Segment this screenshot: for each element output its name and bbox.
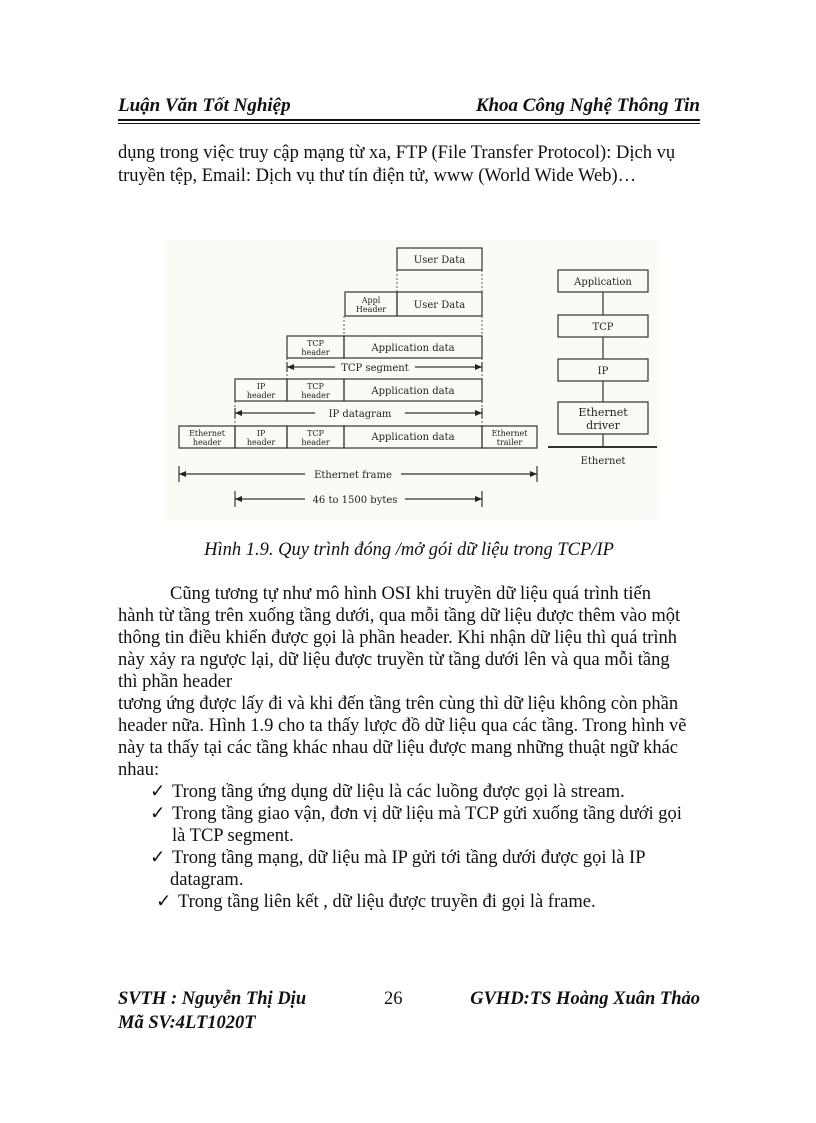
stack-driver-label-1: Ethernet	[578, 406, 628, 419]
appl-header-label: Header	[355, 305, 387, 314]
faculty-name: Khoa Công Nghệ Thông Tin	[475, 95, 700, 116]
body-line-4: này xảy ra ngược lại, dữ liệu được truyền từ tầng dưới lên và qua mỗi tầng	[118, 650, 670, 670]
bullet-ip-datagram-cont: datagram.	[170, 870, 244, 890]
stack-ip-label: IP	[597, 366, 609, 377]
ip-header-label: header	[246, 391, 276, 400]
tcp-label: TCP	[307, 339, 324, 348]
body-line-6: tương ứng được lấy đi và khi đến tầng trên cùng thì dữ liệu không còn phần	[118, 694, 679, 714]
tcp-label-3: TCP	[307, 429, 324, 438]
bytes-range-label: 46 to 1500 bytes	[312, 495, 398, 506]
body-line-9: nhau:	[118, 760, 160, 780]
user-data-label-2: User Data	[413, 300, 466, 311]
application-data-label: Application data	[371, 343, 455, 354]
user-data-label: User Data	[413, 255, 466, 266]
footer-student: SVTH : Nguyễn Thị Dịu	[118, 989, 307, 1009]
bullet-stream	[150, 781, 625, 803]
thesis-title: Luận Văn Tốt Nghiệp	[118, 95, 291, 116]
application-data-label-2: Application data	[371, 386, 455, 397]
checkmark-icon: ✓	[156, 892, 172, 912]
bullet-text: Trong tầng mạng, dữ liệu mà IP gửi tới tầng dưới được gọi là IP	[172, 848, 646, 868]
tcp-header-label: header	[301, 348, 330, 357]
bullet-frame	[156, 891, 596, 913]
body-line-7: header nữa. Hình 1.9 cho ta thấy lược đồ dữ liệu qua các tầng. Trong hình vẽ	[118, 716, 687, 736]
encapsulation-diagram	[165, 240, 660, 520]
ip-label-3: IP	[256, 429, 266, 438]
body-line-3: thông tin điều khiển được gọi là phần header. Khi nhận dữ liệu thì quá trình	[118, 628, 678, 648]
checkmark-icon: ✓	[150, 848, 166, 868]
ethernet-header-label: header	[192, 438, 222, 447]
ethernet-trailer-label-1: Ethernet	[491, 429, 528, 438]
bullet-tcp-segment	[150, 803, 682, 825]
checkmark-icon: ✓	[150, 782, 166, 802]
ip-datagram-label: IP datagram	[328, 409, 392, 420]
ip-label: IP	[256, 382, 266, 391]
ethernet-label: Ethernet	[189, 429, 225, 438]
body-line-5: thì phần header	[118, 672, 233, 692]
stack-driver-label-2: driver	[586, 419, 620, 432]
bullet-text: Trong tầng liên kết , dữ liệu được truyền đi gọi là frame.	[178, 892, 596, 912]
stack-tcp-label: TCP	[592, 322, 614, 333]
appl-label: Appl	[361, 296, 381, 305]
bullet-tcp-segment-cont: là TCP segment.	[172, 826, 294, 846]
tcp-header-label-3: header	[301, 438, 330, 447]
running-header	[118, 95, 700, 119]
bullet-text: Trong tầng giao vận, đơn vị dữ liệu mà TCP gửi xuống tầng dưới gọi	[172, 804, 682, 824]
application-data-label-3: Application data	[371, 432, 455, 443]
page-number: 26	[384, 989, 403, 1009]
encapsulation-figure	[165, 240, 660, 520]
tcp-header-label-2: header	[301, 391, 330, 400]
footer-student-id: Mã SV:4LT1020T	[118, 1013, 256, 1033]
figure-caption: Hình 1.9. Quy trình đóng /mở gói dữ liệu trong TCP/IP	[204, 540, 614, 560]
body-line-1: Cũng tương tự như mô hình OSI khi truyền dữ liệu quá trình tiến	[170, 584, 652, 604]
stack-application-label: Application	[574, 277, 632, 288]
intro-line-2: truyền tệp, Email: Dịch vụ thư tín điện tử, www (World Wide Web)…	[118, 166, 637, 186]
bullet-ip-datagram	[150, 847, 646, 869]
tcp-label-2: TCP	[307, 382, 324, 391]
tcp-segment-label: TCP segment	[341, 363, 409, 374]
ip-header-label-3: header	[246, 438, 276, 447]
ethernet-frame-label: Ethernet frame	[314, 470, 392, 481]
body-line-2: hành từ tầng trên xuống tầng dưới, qua mỗi tầng dữ liệu được thêm vào một	[118, 606, 681, 626]
header-rule-thin	[118, 123, 700, 124]
ethernet-trailer-label-2: trailer	[496, 438, 523, 447]
header-rule-thick	[118, 119, 700, 121]
network-label: Ethernet	[580, 456, 626, 467]
body-line-8: này ta thấy tại các tầng khác nhau dữ liệu được mang những thuật ngữ khác	[118, 738, 679, 758]
bullet-text: Trong tầng ứng dụng dữ liệu là các luồng được gọi là stream.	[172, 782, 625, 802]
checkmark-icon: ✓	[150, 804, 166, 824]
intro-line-1: dụng trong việc truy cập mạng từ xa, FTP (File Transfer Protocol): Dịch vụ	[118, 143, 676, 163]
footer-advisor: GVHD:TS Hoàng Xuân Thảo	[470, 989, 700, 1009]
